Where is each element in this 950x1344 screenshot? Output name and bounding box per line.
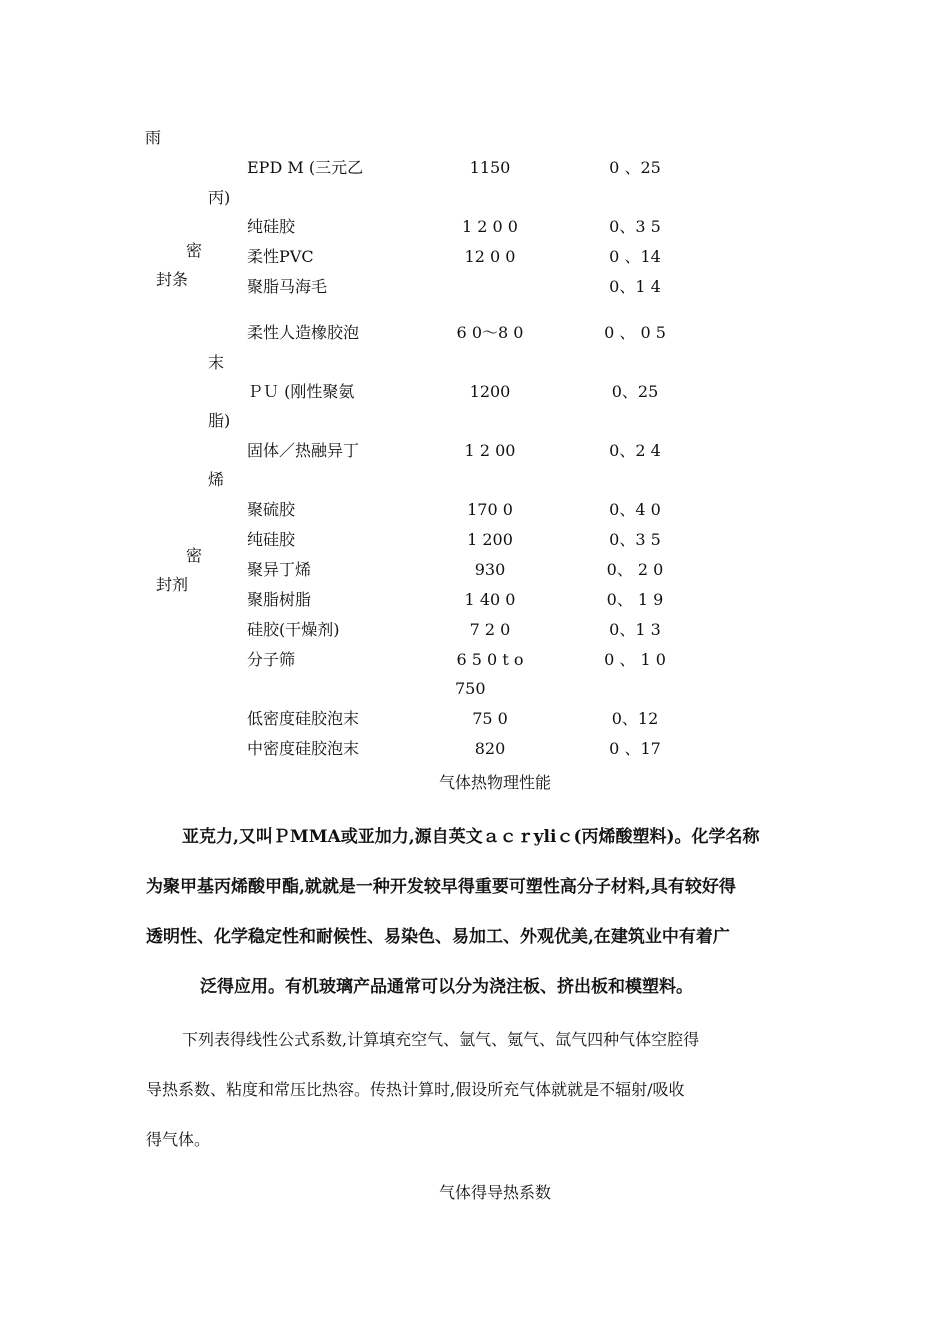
category-seal-strip-line2: 封条 [156,270,189,289]
row-conductivity-cont: 750 [455,679,486,698]
row-name: 硅胶(干燥剂) [247,620,340,639]
bold-para-line2: 为聚甲基丙烯酸甲酯,就就是一种开发较早得重要可塑性高分子材料,具有较好得 [146,877,736,897]
row-k: 0、3 5 [609,530,661,549]
row-conductivity: 1 200 [467,530,513,549]
row-name: 聚脂马海毛 [247,277,328,296]
row-conductivity: 12 0 0 [464,247,516,266]
row-name: 分子筛 [247,650,296,669]
row-k: 0、25 [611,382,659,401]
row-name: 纯硅胶 [247,217,296,236]
category-seal-strip-line1: 密 [186,241,203,260]
row-k: 0、1 4 [609,277,661,296]
row-conductivity: 6 5 0 t o [456,650,524,669]
para-line2: 导热系数、粘度和常压比热容。传热计算时,假设所充气体就就是不辐射/吸收 [146,1080,685,1099]
row-k: 0 、 0 5 [604,323,666,342]
row-k: 0 、14 [609,247,661,266]
row-conductivity: 7 2 0 [469,620,511,639]
row-k: 0、4 0 [609,500,661,519]
row-conductivity: 6 0～8 0 [456,323,524,342]
row-conductivity: 75 0 [472,709,508,728]
caption-gas-conductivity: 气体得导热系数 [438,1183,551,1202]
row-conductivity: 170 0 [467,500,513,519]
bold-para-line3: 透明性、化学稳定性和耐候性、易染色、易加工、外观优美,在建筑业中有着广 [146,927,730,947]
para-line1: 下列表得线性公式系数,计算填充空气、氩气、氪气、氙气四种气体空腔得 [182,1030,700,1049]
row-name-cont: 脂) [208,411,231,430]
table-top-label: 雨 [145,128,162,147]
row-conductivity: 930 [474,560,506,579]
row-conductivity: 820 [474,739,506,758]
row-name: 柔性PVC [247,247,314,266]
row-k: 0、3 5 [609,217,661,236]
para-line3: 得气体。 [146,1130,211,1149]
row-k: 0 、25 [609,158,661,177]
row-name: 中密度硅胶泡末 [247,739,360,758]
bold-para-line1: 亚克力,又叫ＰMMA或亚加力,源自英文ａｃｒyliｃ(丙烯酸塑料)。化学名称 [182,827,760,847]
row-k: 0、1 3 [609,620,661,639]
row-name: 聚异丁烯 [247,560,312,579]
row-k: 0、12 [611,709,659,728]
row-name: 柔性人造橡胶泡 [247,323,360,342]
row-name: ＰＵ (刚性聚氨 [247,382,355,401]
row-name: 纯硅胶 [247,530,296,549]
row-conductivity: 1 2 00 [464,441,516,460]
category-sealant-line2: 封剂 [156,575,189,594]
row-name: 固体／热融异丁 [247,441,360,460]
category-sealant-line1: 密 [186,546,203,565]
row-name-cont: 丙) [208,188,231,207]
bold-para-line4: 泛得应用。有机玻璃产品通常可以分为浇注板、挤出板和模塑料。 [200,977,693,997]
caption-gas-thermophysical: 气体热物理性能 [438,773,551,792]
row-conductivity: 1200 [469,382,511,401]
row-name: 聚脂树脂 [247,590,312,609]
row-conductivity: 1150 [469,158,511,177]
row-name: EPD M (三元乙 [247,158,364,177]
row-k: 0、 2 0 [606,560,664,579]
row-k: 0、 1 9 [606,590,664,609]
row-name: 聚硫胶 [247,500,296,519]
row-name: 低密度硅胶泡末 [247,709,360,728]
row-k: 0 、17 [609,739,661,758]
row-conductivity: 1 2 0 0 [462,217,518,236]
row-name-cont: 烯 [208,470,225,489]
row-k: 0、2 4 [609,441,661,460]
row-conductivity: 1 40 0 [464,590,516,609]
row-k: 0 、 1 0 [604,650,666,669]
row-name-cont: 末 [208,353,225,372]
